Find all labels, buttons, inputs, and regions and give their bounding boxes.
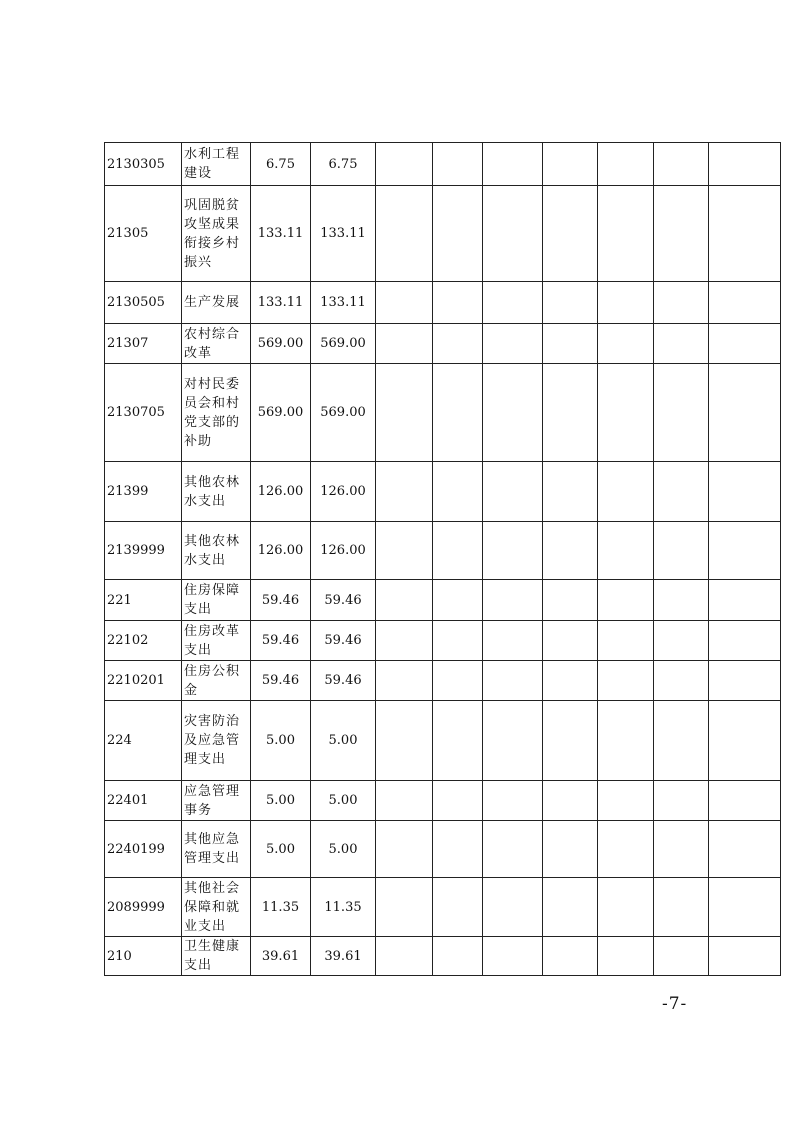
empty-cell — [483, 621, 543, 661]
amount-cell: 126.00 — [251, 522, 311, 580]
empty-cell — [543, 186, 598, 282]
amount-cell: 569.00 — [251, 364, 311, 462]
empty-cell — [483, 580, 543, 621]
empty-cell — [709, 143, 781, 186]
empty-cell — [483, 462, 543, 522]
empty-cell — [654, 781, 709, 821]
amount-cell: 5.00 — [251, 701, 311, 781]
empty-cell — [598, 324, 654, 364]
table-row — [105, 781, 781, 821]
empty-cell — [709, 621, 781, 661]
empty-cell — [483, 364, 543, 462]
empty-cell — [654, 701, 709, 781]
subject-code-cell: 2130305 — [105, 143, 182, 186]
subtotal-cell: 11.35 — [311, 878, 376, 937]
empty-cell — [709, 781, 781, 821]
empty-cell — [433, 661, 483, 701]
budget-table — [104, 142, 781, 976]
empty-cell — [598, 143, 654, 186]
subject-code-cell: 210 — [105, 937, 182, 976]
empty-cell — [598, 522, 654, 580]
empty-cell — [483, 282, 543, 324]
subject-code-cell: 2139999 — [105, 522, 182, 580]
empty-cell — [709, 580, 781, 621]
empty-cell — [433, 821, 483, 878]
empty-cell — [709, 937, 781, 976]
empty-cell — [483, 821, 543, 878]
subject-name-cell: 其他社会保障和就业支出 — [182, 878, 251, 937]
empty-cell — [433, 937, 483, 976]
empty-cell — [543, 878, 598, 937]
subject-code-cell: 21305 — [105, 186, 182, 282]
amount-cell: 133.11 — [251, 186, 311, 282]
empty-cell — [483, 781, 543, 821]
empty-cell — [709, 701, 781, 781]
amount-cell: 5.00 — [251, 821, 311, 878]
subtotal-cell: 569.00 — [311, 324, 376, 364]
empty-cell — [433, 324, 483, 364]
subtotal-cell: 126.00 — [311, 522, 376, 580]
empty-cell — [376, 781, 433, 821]
empty-cell — [483, 661, 543, 701]
empty-cell — [709, 878, 781, 937]
empty-cell — [543, 701, 598, 781]
table-row — [105, 580, 781, 621]
page-number: -7- — [662, 994, 688, 1014]
amount-cell: 569.00 — [251, 324, 311, 364]
subtotal-cell: 133.11 — [311, 282, 376, 324]
empty-cell — [433, 621, 483, 661]
empty-cell — [433, 522, 483, 580]
subject-name-cell: 其他农林水支出 — [182, 462, 251, 522]
empty-cell — [654, 661, 709, 701]
empty-cell — [598, 878, 654, 937]
subject-code-cell: 22102 — [105, 621, 182, 661]
empty-cell — [433, 186, 483, 282]
subtotal-cell: 59.46 — [311, 661, 376, 701]
empty-cell — [376, 324, 433, 364]
subject-code-cell: 22401 — [105, 781, 182, 821]
empty-cell — [598, 186, 654, 282]
empty-cell — [543, 937, 598, 976]
table-row — [105, 878, 781, 937]
subject-name-cell: 卫生健康支出 — [182, 937, 251, 976]
empty-cell — [376, 821, 433, 878]
empty-cell — [376, 580, 433, 621]
subtotal-cell: 126.00 — [311, 462, 376, 522]
empty-cell — [654, 937, 709, 976]
amount-cell: 59.46 — [251, 580, 311, 621]
empty-cell — [433, 781, 483, 821]
subject-name-cell: 巩固脱贫攻坚成果衔接乡村振兴 — [182, 186, 251, 282]
amount-cell: 6.75 — [251, 143, 311, 186]
empty-cell — [598, 937, 654, 976]
empty-cell — [654, 621, 709, 661]
empty-cell — [598, 701, 654, 781]
subject-code-cell: 2240199 — [105, 821, 182, 878]
empty-cell — [543, 821, 598, 878]
empty-cell — [598, 282, 654, 324]
empty-cell — [654, 821, 709, 878]
subject-name-cell: 水利工程建设 — [182, 143, 251, 186]
empty-cell — [543, 522, 598, 580]
subject-code-cell: 21307 — [105, 324, 182, 364]
empty-cell — [483, 701, 543, 781]
empty-cell — [654, 462, 709, 522]
empty-cell — [483, 324, 543, 364]
empty-cell — [543, 781, 598, 821]
subtotal-cell: 59.46 — [311, 580, 376, 621]
subject-name-cell: 生产发展 — [182, 282, 251, 324]
empty-cell — [483, 186, 543, 282]
empty-cell — [376, 364, 433, 462]
empty-cell — [483, 143, 543, 186]
table-row — [105, 701, 781, 781]
empty-cell — [543, 621, 598, 661]
subject-name-cell: 应急管理事务 — [182, 781, 251, 821]
amount-cell: 133.11 — [251, 282, 311, 324]
empty-cell — [376, 878, 433, 937]
table-row — [105, 937, 781, 976]
empty-cell — [709, 324, 781, 364]
empty-cell — [709, 661, 781, 701]
subtotal-cell: 6.75 — [311, 143, 376, 186]
empty-cell — [433, 282, 483, 324]
empty-cell — [654, 878, 709, 937]
subject-name-cell: 其他应急管理支出 — [182, 821, 251, 878]
empty-cell — [598, 621, 654, 661]
empty-cell — [654, 282, 709, 324]
empty-cell — [654, 364, 709, 462]
empty-cell — [483, 878, 543, 937]
empty-cell — [376, 282, 433, 324]
empty-cell — [654, 522, 709, 580]
empty-cell — [376, 186, 433, 282]
subtotal-cell: 5.00 — [311, 781, 376, 821]
amount-cell: 11.35 — [251, 878, 311, 937]
table-row — [105, 621, 781, 661]
empty-cell — [483, 937, 543, 976]
empty-cell — [433, 364, 483, 462]
subject-name-cell: 住房保障支出 — [182, 580, 251, 621]
empty-cell — [543, 462, 598, 522]
subject-code-cell: 2130705 — [105, 364, 182, 462]
empty-cell — [543, 661, 598, 701]
subject-code-cell: 21399 — [105, 462, 182, 522]
empty-cell — [376, 701, 433, 781]
subtotal-cell: 39.61 — [311, 937, 376, 976]
empty-cell — [543, 282, 598, 324]
empty-cell — [709, 364, 781, 462]
empty-cell — [376, 462, 433, 522]
empty-cell — [543, 580, 598, 621]
subject-code-cell: 224 — [105, 701, 182, 781]
empty-cell — [433, 143, 483, 186]
table-row — [105, 821, 781, 878]
subject-code-cell: 2210201 — [105, 661, 182, 701]
subject-name-cell: 住房公积金 — [182, 661, 251, 701]
table-row — [105, 282, 781, 324]
empty-cell — [654, 324, 709, 364]
empty-cell — [598, 580, 654, 621]
empty-cell — [483, 522, 543, 580]
table-row — [105, 522, 781, 580]
empty-cell — [543, 364, 598, 462]
empty-cell — [543, 143, 598, 186]
subtotal-cell: 59.46 — [311, 621, 376, 661]
empty-cell — [709, 522, 781, 580]
table-body — [105, 143, 781, 976]
amount-cell: 39.61 — [251, 937, 311, 976]
amount-cell: 59.46 — [251, 661, 311, 701]
empty-cell — [376, 937, 433, 976]
table-row — [105, 143, 781, 186]
table-row — [105, 324, 781, 364]
subject-name-cell: 灾害防治及应急管理支出 — [182, 701, 251, 781]
amount-cell: 126.00 — [251, 462, 311, 522]
table-row — [105, 462, 781, 522]
subtotal-cell: 133.11 — [311, 186, 376, 282]
empty-cell — [598, 661, 654, 701]
empty-cell — [598, 364, 654, 462]
empty-cell — [433, 462, 483, 522]
empty-cell — [709, 282, 781, 324]
empty-cell — [709, 186, 781, 282]
empty-cell — [654, 143, 709, 186]
empty-cell — [433, 878, 483, 937]
subject-code-cell: 221 — [105, 580, 182, 621]
empty-cell — [709, 821, 781, 878]
empty-cell — [654, 580, 709, 621]
empty-cell — [598, 821, 654, 878]
empty-cell — [709, 462, 781, 522]
amount-cell: 59.46 — [251, 621, 311, 661]
empty-cell — [543, 324, 598, 364]
empty-cell — [433, 580, 483, 621]
empty-cell — [376, 522, 433, 580]
table-row — [105, 364, 781, 462]
empty-cell — [376, 621, 433, 661]
empty-cell — [598, 781, 654, 821]
amount-cell: 5.00 — [251, 781, 311, 821]
subject-name-cell: 农村综合改革 — [182, 324, 251, 364]
table-row — [105, 661, 781, 701]
subtotal-cell: 5.00 — [311, 701, 376, 781]
subject-name-cell: 其他农林水支出 — [182, 522, 251, 580]
subject-name-cell: 对村民委员会和村党支部的补助 — [182, 364, 251, 462]
subtotal-cell: 5.00 — [311, 821, 376, 878]
subtotal-cell: 569.00 — [311, 364, 376, 462]
empty-cell — [376, 661, 433, 701]
empty-cell — [433, 701, 483, 781]
subject-code-cell: 2130505 — [105, 282, 182, 324]
empty-cell — [376, 143, 433, 186]
table-row — [105, 186, 781, 282]
empty-cell — [598, 462, 654, 522]
empty-cell — [654, 186, 709, 282]
subject-code-cell: 2089999 — [105, 878, 182, 937]
subject-name-cell: 住房改革支出 — [182, 621, 251, 661]
